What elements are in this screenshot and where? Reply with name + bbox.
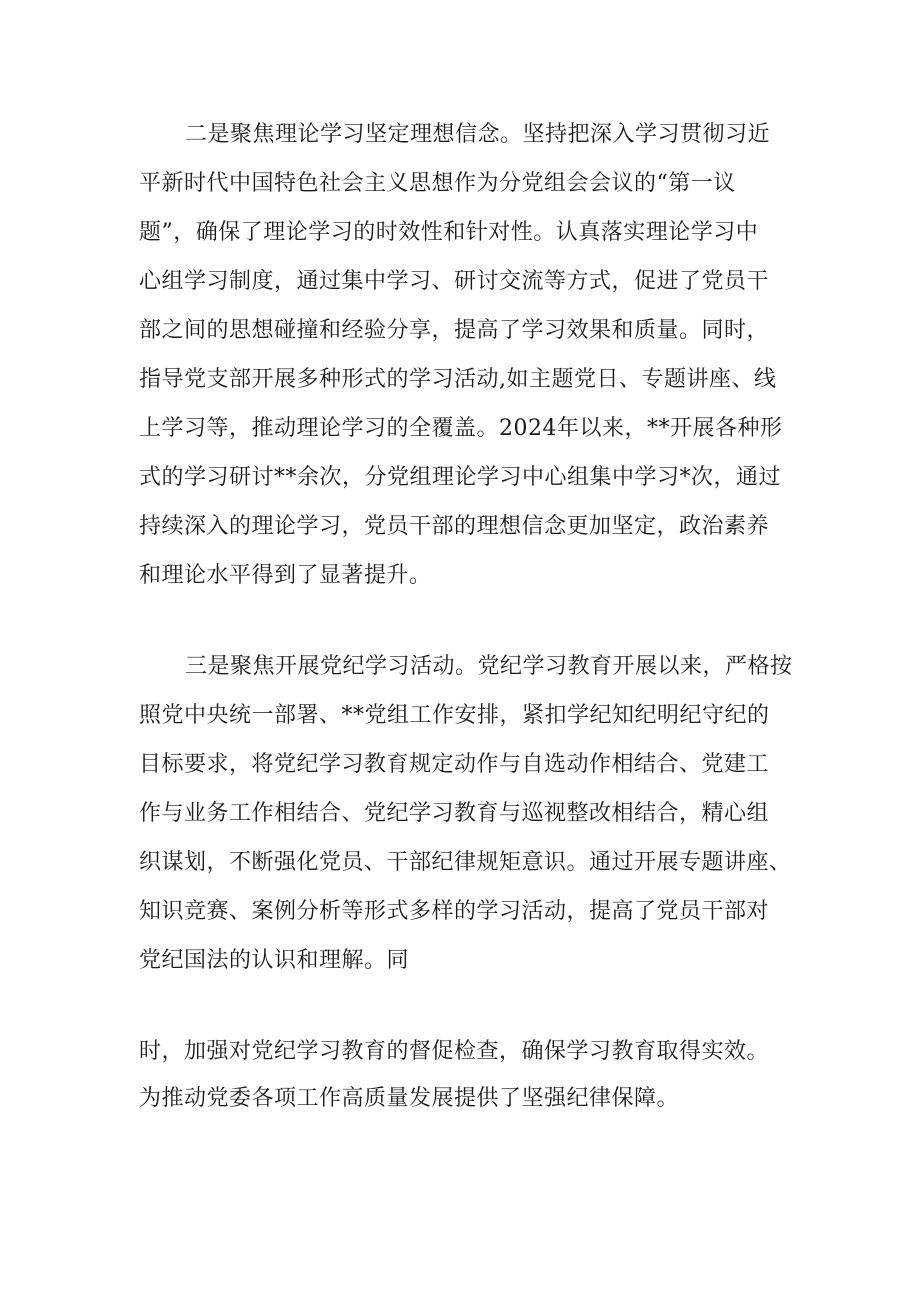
paragraph-line: 三是聚焦开展党纪学习活动。党纪学习教育开展以来，严格按 — [185, 654, 793, 679]
paragraph-line: 党纪国法的认识和理解。同 — [139, 948, 410, 973]
paragraph-line: 题”，确保了理论学习的时效性和针对性。认真落实理论学习中 — [139, 220, 759, 245]
paragraph-line: 上学习等，推动理论学习的全覆盖。2024年以来，**开展各种形 — [139, 416, 783, 441]
paragraph-line: 部之间的思想碰撞和经验分享，提高了学习效果和质量。同时， — [139, 318, 770, 343]
paragraph-line: 平新时代中国特色社会主义思想作为分党组会会议的“第一议 — [139, 171, 736, 196]
paragraph-line: 织谋划，不断强化党员、干部纪律规矩意识。通过开展专题讲座、 — [139, 850, 792, 875]
paragraph-line: 心组学习制度，通过集中学习、研讨交流等方式，促进了党员干 — [139, 269, 770, 294]
paragraph-line: 持续深入的理论学习，党员干部的理想信念更加坚定，政治素养 — [139, 514, 770, 539]
paragraph-line: 知识竞赛、案例分析等形式多样的学习活动，提高了党员干部对 — [139, 899, 770, 924]
paragraph-line: 作与业务工作相结合、党纪学习教育与巡视整改相结合，精心组 — [139, 801, 770, 826]
paragraph-line: 目标要求，将党纪学习教育规定动作与自选动作相结合、党建工 — [139, 752, 770, 777]
paragraph-line: 式的学习研讨**余次，分党组理论学习中心组集中学习*次，通过 — [139, 465, 782, 490]
paragraph-line: 为推动党委各项工作高质量发展提供了坚强纪律保障。 — [139, 1086, 680, 1111]
paragraph-line: 和理论水平得到了显著提升。 — [139, 563, 432, 588]
paragraph-line: 照党中央统一部署、**党组工作安排，紧扣学纪知纪明纪守纪的 — [139, 703, 770, 728]
paragraph-line: 时，加强对党纪学习教育的督促检查，确保学习教育取得实效。 — [139, 1039, 770, 1064]
paragraph-line: 指导党支部开展多种形式的学习活动,如主题党日、专题讲座、线 — [139, 367, 777, 392]
paragraph-line: 二是聚焦理论学习坚定理想信念。坚持把深入学习贯彻习近 — [185, 122, 771, 147]
